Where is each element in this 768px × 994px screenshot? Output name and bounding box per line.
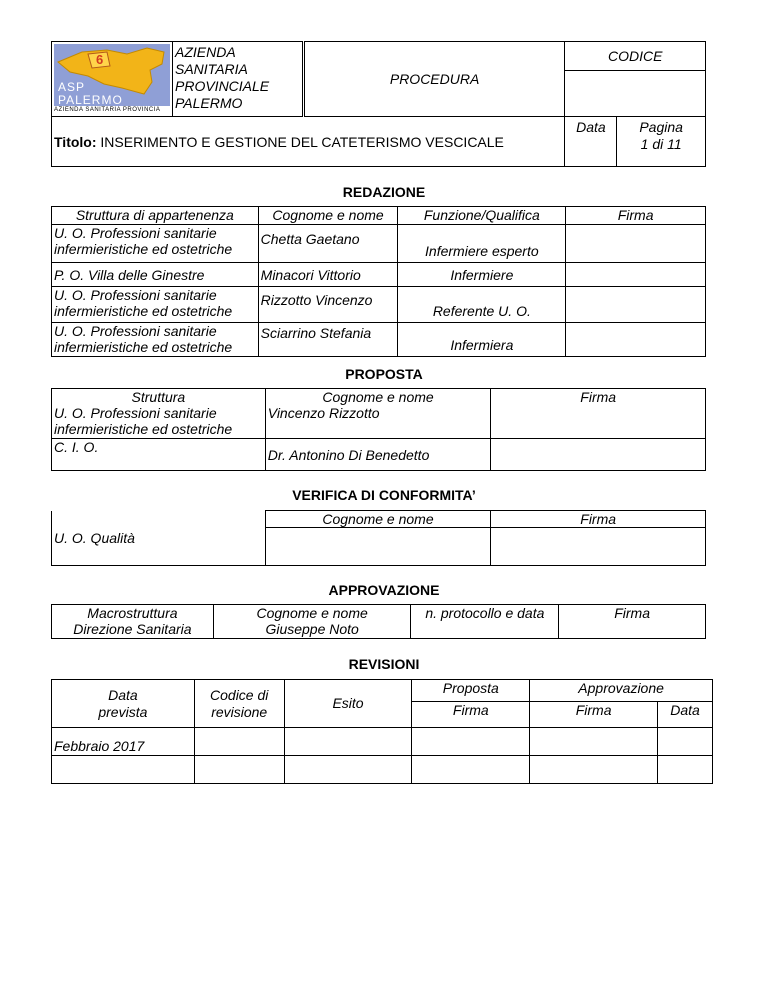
table-row bbox=[52, 263, 706, 287]
appr-header-firma: Firma bbox=[559, 605, 706, 639]
rev-codice-2: revisione bbox=[211, 703, 268, 720]
prop-struttura: U. O. Professioni sanitarie bbox=[54, 405, 217, 421]
appr-header-protocollo: n. protocollo e data bbox=[411, 605, 559, 639]
revisioni-title: REVISIONI bbox=[348, 656, 420, 672]
org-line-2: SANITARIA bbox=[175, 61, 248, 77]
prop-struttura-2: C. I. O. bbox=[52, 439, 266, 471]
pagina-label: Pagina bbox=[639, 119, 683, 135]
approvazione-title: APPROVAZIONE bbox=[328, 582, 440, 598]
logo-footer-text: AZIENDA SANITARIA PROVINCIA bbox=[54, 107, 161, 113]
prop-header-struttura: Struttura bbox=[131, 389, 186, 405]
red-firma bbox=[566, 225, 706, 263]
red-struttura: U. O. Professioni sanitarie bbox=[54, 323, 217, 339]
red-struttura: P. O. Villa delle Ginestre bbox=[52, 263, 259, 287]
table-row bbox=[52, 728, 713, 756]
titolo-label: Titolo: bbox=[54, 133, 97, 150]
red-nome: Chetta Gaetano bbox=[258, 225, 398, 263]
redazione-title: REDAZIONE bbox=[342, 184, 426, 200]
red-header-struttura: Struttura di appartenenza bbox=[52, 207, 259, 225]
red-nome: Rizzotto Vincenzo bbox=[258, 287, 398, 323]
revisioni-table bbox=[51, 679, 713, 784]
red-funzione: Infermiera bbox=[398, 323, 566, 357]
table-row bbox=[52, 756, 713, 784]
appr-nome: Giuseppe Noto bbox=[265, 621, 359, 637]
procedura-label: PROCEDURA bbox=[303, 42, 565, 117]
rev-approvazione-data: Data bbox=[658, 702, 713, 728]
red-firma bbox=[566, 323, 706, 357]
red-struttura: U. O. Professioni sanitarie bbox=[54, 287, 217, 303]
rev-approvazione-firma: Firma bbox=[530, 702, 658, 728]
table-row bbox=[52, 287, 706, 323]
red-header-firma: Firma bbox=[566, 207, 706, 225]
org-name bbox=[173, 42, 304, 117]
verifica-header-nome: Cognome e nome bbox=[265, 511, 491, 528]
rev-esito: Esito bbox=[284, 680, 412, 728]
logo-text-asp: ASP bbox=[58, 80, 86, 94]
verifica-table bbox=[51, 510, 706, 566]
asp-palermo-logo bbox=[52, 42, 172, 116]
red-nome: Minacori Vittorio bbox=[258, 263, 398, 287]
rev-data-prevista-2: prevista bbox=[98, 703, 148, 720]
rev-proposta-firma: Firma bbox=[412, 702, 530, 728]
org-line-3: PROVINCIALE bbox=[175, 78, 270, 94]
logo-number: 6 bbox=[96, 52, 104, 67]
red-header-funzione: Funzione/Qualifica bbox=[398, 207, 566, 225]
proposta-title: PROPOSTA bbox=[345, 366, 423, 382]
red-struttura-2: infermieristiche ed ostetriche bbox=[54, 339, 233, 355]
verifica-header-firma: Firma bbox=[491, 511, 706, 528]
red-struttura-2: infermieristiche ed ostetriche bbox=[54, 241, 233, 257]
pagina-value: 1 di 11 bbox=[640, 136, 682, 152]
codice-cell bbox=[565, 42, 706, 117]
red-firma bbox=[566, 263, 706, 287]
prop-nome-2: Dr. Antonino Di Benedetto bbox=[265, 439, 491, 471]
prop-header-nome: Cognome e nome bbox=[322, 389, 434, 405]
redazione-table bbox=[51, 206, 706, 357]
logo-cell bbox=[52, 42, 173, 117]
rev-data-prevista: Data bbox=[108, 686, 138, 703]
org-line-1: AZIENDA bbox=[175, 44, 236, 60]
verifica-nome bbox=[265, 528, 491, 566]
red-funzione: Infermiere esperto bbox=[398, 225, 566, 263]
prop-struttura-2: infermieristiche ed ostetriche bbox=[54, 421, 233, 437]
red-nome: Sciarrino Stefania bbox=[258, 323, 398, 357]
pagina-cell bbox=[617, 117, 706, 167]
prop-nome: Vincenzo Rizzotto bbox=[267, 405, 380, 421]
codice-label: CODICE bbox=[565, 42, 705, 71]
red-struttura-2: infermieristiche ed ostetriche bbox=[54, 303, 233, 319]
titolo-value: INSERIMENTO E GESTIONE DEL CATETERISMO VESCICALE bbox=[96, 133, 504, 150]
verifica-title: VERIFICA DI CONFORMITA’ bbox=[292, 487, 476, 503]
rev-row1-date: Febbraio 2017 bbox=[52, 728, 195, 756]
table-row bbox=[52, 323, 706, 357]
verifica-firma bbox=[491, 528, 706, 566]
red-funzione: Referente U. O. bbox=[398, 287, 566, 323]
appr-header-nome: Cognome e nome bbox=[256, 605, 368, 621]
prop-firma bbox=[491, 439, 706, 471]
titolo-cell bbox=[52, 117, 565, 167]
prop-header-firma: Firma bbox=[491, 389, 706, 439]
red-funzione: Infermiere bbox=[398, 263, 566, 287]
verifica-struttura: U. O. Qualità bbox=[52, 511, 266, 566]
red-firma bbox=[566, 287, 706, 323]
appr-macro: Direzione Sanitaria bbox=[73, 621, 192, 637]
data-label: Data bbox=[565, 117, 617, 167]
approvazione-table bbox=[51, 604, 706, 639]
header-table bbox=[51, 41, 706, 167]
red-header-nome: Cognome e nome bbox=[258, 207, 398, 225]
org-line-4: PALERMO bbox=[175, 95, 243, 111]
appr-header-macro: Macrostruttura bbox=[87, 605, 178, 621]
table-row bbox=[52, 225, 706, 263]
red-struttura: U. O. Professioni sanitarie bbox=[54, 225, 217, 241]
rev-codice: Codice di bbox=[210, 686, 269, 703]
proposta-table bbox=[51, 388, 706, 471]
rev-approvazione: Approvazione bbox=[530, 680, 713, 702]
logo-text-palermo: PALERMO bbox=[58, 93, 123, 107]
rev-proposta: Proposta bbox=[412, 680, 530, 702]
